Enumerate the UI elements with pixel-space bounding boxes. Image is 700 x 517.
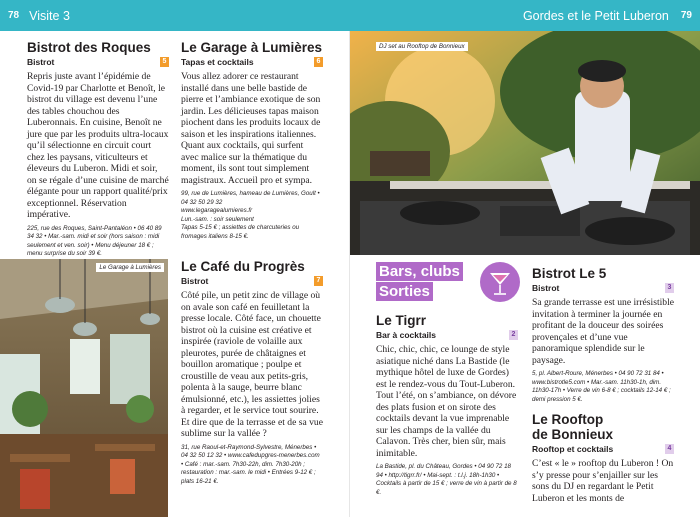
listing-category	[181, 276, 323, 286]
listing-description: Côté pile, un petit zinc de village où on avale son café en feuilletant la presse locale. Côté face, un chouette bistrot où la cuisine est créative et inspirée (raviole de volaille aux pleurotes, purée de châtaignes et bouillon aromatique ; poulpe et croustille de veau aux petits-gris, polenta à la sauge, beurre blanc émulsionné, etc.), les assiettes jolies à regarder, et le service tout sourire. Et dire que de la terrasse et de sa vue sublime sur la vallée ?	[181, 290, 323, 439]
map-marker-badge: 5	[160, 57, 169, 67]
cocktail-glass-icon	[480, 262, 520, 302]
listing-category	[532, 444, 674, 454]
listing-address: La Bastide, pl. du Château, Gordes • 04 90 72 18 94 • http://tigrr.fr/ • Mai-sept. : t.l.j. 18h-1h30 • Cocktails à partir de 15 € ; verre de vin à partir de 8 €.	[376, 463, 517, 496]
restaurant-interior-image	[0, 259, 168, 517]
listing-category	[376, 330, 518, 340]
left-page-header	[0, 0, 350, 31]
section-bars-clubs-sorties	[376, 262, 463, 302]
map-marker-badge: 4	[665, 444, 674, 454]
map-marker-badge: 7	[314, 276, 323, 286]
section-heading-line: Bars, clubs	[376, 262, 463, 281]
photo-caption: Le Garage à Lumières	[96, 263, 164, 272]
listing-description: C’est « le » rooftop du Luberon ! On s’y presse pour s’enjailler sur les sons du DJ en regardant le Petit Luberon et les monts de	[532, 458, 674, 504]
cocktail-glass-icon	[480, 262, 520, 302]
listing-title: Bistrot des Roques	[27, 40, 151, 55]
opening-hours: Lun.-sam. : soir seulement	[181, 215, 254, 223]
listing-title: Le Tigrr	[376, 313, 427, 328]
listing-title	[532, 412, 674, 442]
listing-cafe-du-progres	[181, 259, 323, 486]
section-title: Visite 3	[29, 8, 70, 23]
category-label: Tapas et cocktails	[181, 57, 254, 67]
listing-description: Sa grande terrasse est une irrésistible invitation à terminer la journée en profitant de la douceur des soirées provençales et d’une vue panoramique splendide sur le paysage.	[532, 297, 674, 366]
photo-dj-set	[350, 31, 700, 255]
listing-address	[181, 190, 323, 242]
category-label: Bar à cocktails	[376, 330, 437, 340]
category-label: Rooftop et cocktails	[532, 444, 614, 454]
section-heading-line: Sorties	[376, 282, 433, 301]
right-page-header	[350, 0, 700, 31]
section-title: Gordes et le Petit Luberon	[522, 8, 669, 23]
website-link[interactable]: www.legaragealumieres.fr	[181, 207, 253, 215]
listing-bistrot-le-5	[532, 266, 674, 404]
listing-description: Chic, chic, chic, ce lounge de style asiatique niché dans La Bastide (le mythique hôtel de luxe de Gordes) est le rendez-vous du Tout-Luberon. Tout l’été, on s’ambiance, on dévore des plats fusion et on sirote des cocktails devant la vue imprenable sur les champs de la vallée du Calavon. Très cher, bien sûr, mais inimitable.	[376, 344, 517, 459]
map-marker-badge: 3	[665, 283, 674, 293]
category-label: Bistrot	[27, 57, 55, 67]
listing-description: Vous allez adorer ce restaurant installé dans une belle bastide de pierre et l’ambiance exotique de son jardin. Les délicieuses tapas maison piochent dans les produits locaux de saison et les inspirations italiennes. Quant aux cocktails, qui surfent avec malice sur la thématique du moment, ils sont tout simplement magistraux. Accueil pro et sympa.	[181, 71, 321, 186]
listing-title: Bistrot Le 5	[532, 266, 607, 281]
title-line: Le Rooftop	[532, 412, 604, 427]
listing-title: Le Garage à Lumières	[181, 40, 323, 55]
title-line: de Bonnieux	[532, 427, 614, 442]
listing-garage-a-lumieres	[181, 40, 323, 242]
listing-category	[181, 57, 323, 67]
listing-address: 5, pl. Albert-Roure, Ménerbes • 04 90 72 31 84 • www.bistrotle5.com • Mar.-sam. 11h30-1h, dim. 11h30-17h • Verre de vin 6-8 € ; cocktails 12-14 € ; demi pression 5 €.	[532, 370, 671, 403]
photo-garage-interior	[0, 259, 168, 517]
address-line: 99, rue de Lumières, hameau de Lumières, Goult • 04 32 50 29 32	[181, 190, 320, 206]
category-label: Bistrot	[181, 276, 209, 286]
listing-category	[27, 57, 169, 67]
page-number: 78	[8, 10, 20, 21]
listing-address: 225, rue des Roques, Saint-Pantaléon • 06 40 89 34 32 • Mar.-sam. midi et soir (hors saison : midi seulement et ven. soir) • Menu déjeuner 18 € ; menu surprise du soir 39 €.	[27, 224, 162, 258]
listing-address: 31, rue Raoul-et-Raymond-Sylvestre, Ménerbes • 04 32 50 12 32 • www.cafedupgres-menerbes.com • Café : mar.-sam. 7h30-22h, dim. 7h30-20h ; restauration : mar.-sam. le midi • Entrées 9-12 € ; plats 16-21 €.	[181, 443, 320, 485]
listing-title: Le Café du Progrès	[181, 259, 305, 274]
listing-bistrot-des-roques	[27, 40, 169, 259]
map-marker-badge: 6	[314, 57, 323, 67]
listing-rooftop-bonnieux	[532, 412, 674, 504]
map-marker-badge: 2	[509, 330, 518, 340]
page-number: 79	[680, 10, 692, 21]
photo-caption: DJ set au Rooftop de Bonnieux	[376, 42, 468, 51]
listing-le-tigrr	[376, 313, 518, 497]
listing-description: Repris juste avant l’épidémie de Covid-19 par Charlotte et Benoît, le bistrot du village est devenu l’une des tables chouchou des Luberonnais. En cuisine, Benoît ne jure que par les produits ultra-locaux qu’il sélectionne en circuit court chez les paysans, viticulteurs et éleveurs du Luberon. Midi et soir, on se régale d’une cuisine de marché élégante pour un rapport qualité/prix exceptionnel. Réservation impérative.	[27, 71, 169, 220]
prices: Tapas 5-15 € ; assiettes de charcuteries ou fromages italiens 8-15 €.	[181, 224, 300, 240]
dj-set-image	[350, 31, 700, 255]
category-label: Bistrot	[532, 283, 560, 293]
listing-category	[532, 283, 674, 293]
